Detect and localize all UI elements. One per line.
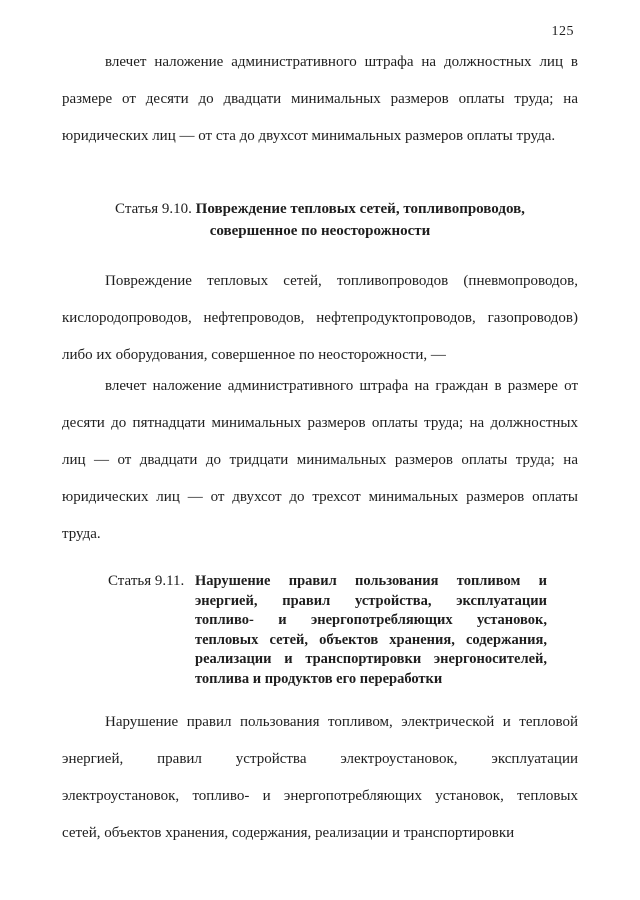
- text-line: труда.: [62, 526, 101, 542]
- document-page-body: [62, 0, 578, 852]
- article-heading: [62, 198, 578, 242]
- text-line: Нарушение правил пользования топливом, электрической и тепловой: [105, 714, 578, 730]
- paragraph: [62, 263, 578, 374]
- article-title-text: Повреждение тепловых сетей, топливопроводов,: [195, 201, 525, 217]
- article-title-line: тепловых сетей, объектов хранения, содержания,: [195, 631, 547, 648]
- article-heading: [108, 572, 578, 689]
- article-label: Статья 9.10.: [115, 201, 196, 217]
- article-title-line: [62, 198, 578, 220]
- text-line: Повреждение тепловых сетей, топливопроводов (пневмопроводов,: [105, 273, 578, 289]
- text-line: размере от десяти до двадцати минимальных размеров оплаты труда; на: [62, 91, 578, 107]
- article-title-line: совершенное по неосторожности: [209, 223, 431, 239]
- paragraph: [62, 368, 578, 553]
- article-label: Статья 9.11.: [108, 573, 185, 589]
- text-line: сетей, объектов хранения, содержания, реализации и транспортировки: [62, 825, 515, 841]
- article-title-line: реализации и транспортировки энергоносителей,: [195, 651, 547, 667]
- article-title-line: топлива и продуктов его переработки: [195, 670, 443, 687]
- paragraph: [62, 704, 578, 852]
- text-line: кислородопроводов, нефтепроводов, нефтепродуктопроводов, газопроводов): [62, 310, 578, 326]
- text-line: либо их оборудования, совершенное по неосторожности, —: [62, 347, 446, 363]
- paragraph: [62, 44, 578, 155]
- text-line: юридических лиц — от двухсот до трехсот минимальных размеров оплаты: [62, 489, 578, 505]
- text-line: юридических лиц — от ста до двухсот минимальных размеров оплаты труда.: [62, 128, 556, 144]
- page-number: 125: [551, 24, 574, 39]
- article-title-line: энергией, правил устройства, эксплуатации: [195, 592, 547, 609]
- text-line: влечет наложение административного штрафа на граждан в размере от: [105, 378, 578, 394]
- text-line: влечет наложение административного штрафа на должностных лиц в: [105, 54, 578, 70]
- article-title: [195, 572, 547, 689]
- article-title-line: топливо- и энергопотребляющих установок,: [195, 612, 547, 628]
- text-line: энергией, правил устройства электроустановок, эксплуатации: [62, 751, 578, 767]
- text-line: электроустановок, топливо- и энергопотребляющих установок, тепловых: [62, 788, 578, 804]
- text-line: лиц — от двадцати до тридцати минимальных размеров оплаты труда; на: [62, 452, 578, 468]
- text-line: десяти до пятнадцати минимальных размеров оплаты труда; на должностных: [62, 415, 578, 431]
- article-title-line: Нарушение правил пользования топливом и: [195, 573, 547, 589]
